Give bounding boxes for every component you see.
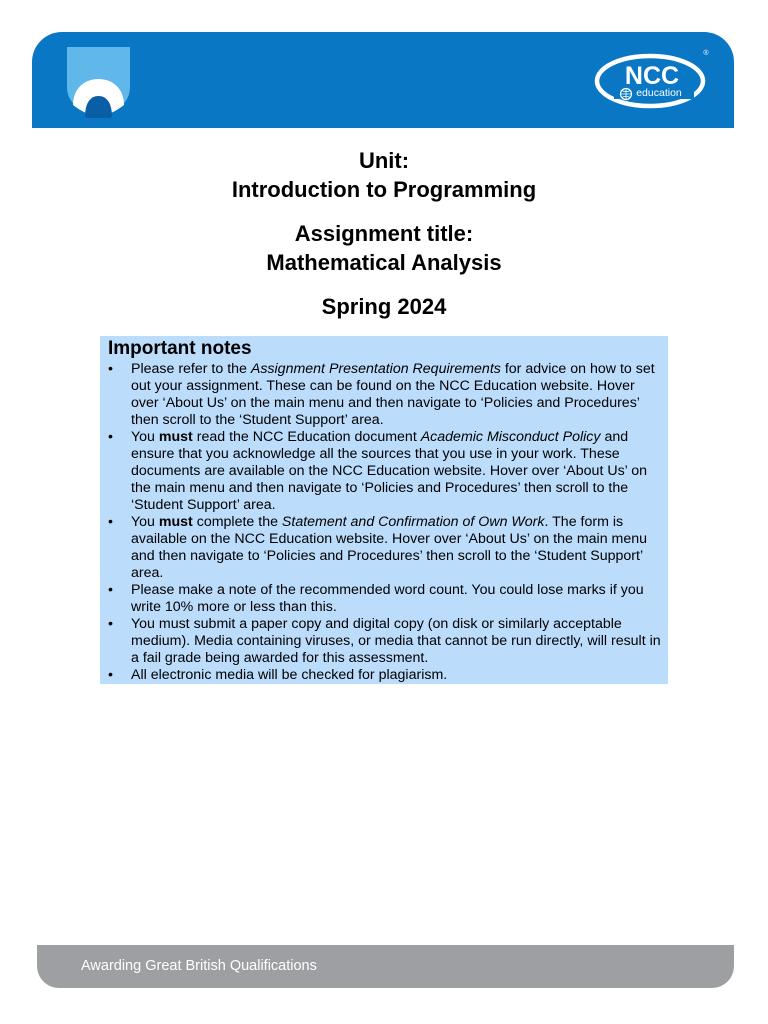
note-emphasis: Assignment Presentation Requirements [250,361,501,377]
important-notes-box [100,336,668,684]
title-block [0,146,768,321]
shield-logo-icon [67,47,130,118]
note-text: You [131,429,159,445]
assignment-name: Mathematical Analysis [266,250,502,275]
note-text: for advice on how to set out your assignment. These can be found on the NCC Education website. Hover over ‘About Us’ on the main menu and then navigate to ‘Policies and Procedures’ then scroll to the ‘Student Support’ area. [131,361,655,428]
note-text: . The form is available on the NCC Education website. Hover over ‘About Us’ on the main menu and then navigate to ‘Policies and Procedures’ then scroll to the ‘Student Support’ area. [131,514,648,581]
note-text: You must submit a paper copy and digital copy (on disk or similarly acceptable medium). Media containing viruses, or media that cannot be run directly, will result in a fail grade being awarded for this assessment. [131,616,661,666]
notes-heading: Important notes [108,338,252,359]
note-emphasis: Statement and Confirmation of Own Work [281,514,545,530]
footer-tagline: Awarding Great British Qualifications [81,958,317,974]
note-strong: must [158,514,193,530]
note-text: read the NCC Education document [192,429,421,445]
note-item-word-count [108,582,662,616]
note-item-statement [108,514,662,582]
ncc-logo-subtext: education [636,87,682,99]
term-group [0,292,768,321]
unit-group [0,146,768,204]
unit-name: Introduction to Programming [231,177,537,202]
registered-mark: ® [703,50,709,57]
assignment-label: Assignment title: [294,221,474,246]
note-text: Please make a note of the recommended word count. You could lose marks if you write 10% more or less than this. [131,582,644,615]
ncc-education-logo-icon [594,48,712,110]
header-banner [32,32,734,128]
unit-label: Unit: [358,148,410,173]
note-text: You [131,514,159,530]
note-text: All electronic media will be checked for plagiarism. [131,667,448,683]
note-text: Please refer to the [131,361,251,377]
note-item-presentation [108,361,662,429]
term: Spring 2024 [321,294,447,319]
note-item-plagiarism [108,667,662,684]
notes-list [108,361,662,684]
note-item-misconduct [108,429,662,514]
ncc-logo-text: NCC [624,62,680,90]
assignment-group [0,219,768,277]
note-text: complete the [192,514,282,530]
note-item-submission [108,616,662,667]
note-text: and ensure that you acknowledge all the sources that you use in your work. These documents are available on the NCC Education website. Hover over ‘About Us’ on the main menu and then navigate to ‘Policies and Procedures’ then scroll to the ‘Student Support’ area. [131,429,648,513]
footer-banner [37,945,734,988]
note-emphasis: Academic Misconduct Policy [420,429,601,445]
note-strong: must [158,429,193,445]
